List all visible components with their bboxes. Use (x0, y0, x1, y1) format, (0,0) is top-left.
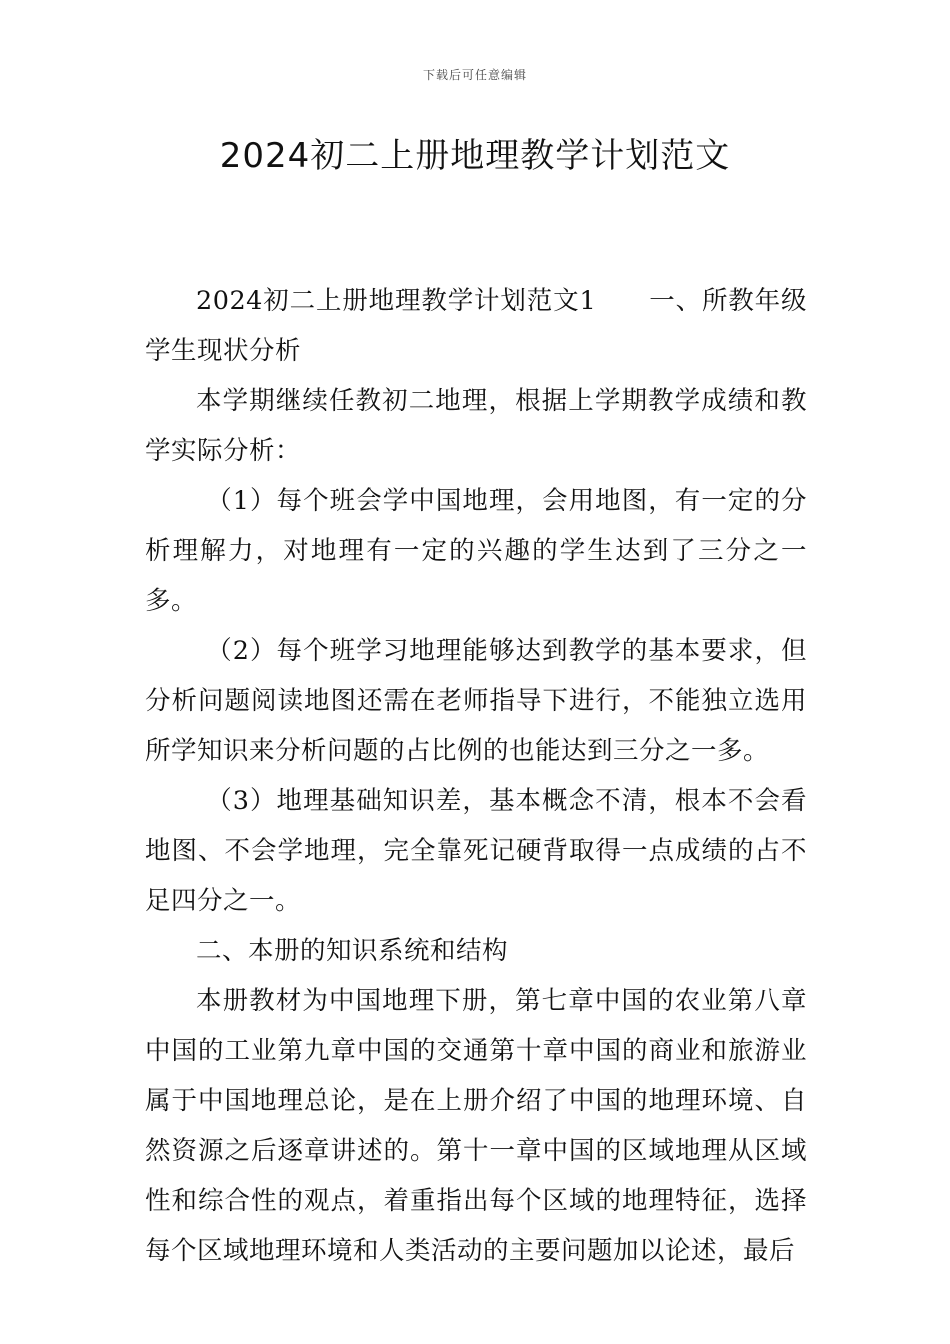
section-heading-2: 二、本册的知识系统和结构 (196, 936, 509, 966)
paragraph-item-1: （1）每个班会学中国地理，会用地图，有一定的分析理解力，对地理有一定的兴趣的学生达到了三分之一多。 (145, 486, 807, 616)
header-note: 下载后可任意编辑 (422, 68, 527, 82)
document-body (145, 276, 807, 1276)
paragraph-item-3: （3）地理基础知识差，基本概念不清，根本不会看地图、不会学地理，完全靠死记硬背取得一点成绩的占不足四分之一。 (145, 786, 807, 916)
paragraph-item-2: （2）每个班学习地理能够达到教学的基本要求，但分析问题阅读地图还需在老师指导下进行，不能独立选用所学知识来分析问题的占比例的也能达到三分之一多。 (145, 636, 807, 766)
paragraph-intro: 2024初二上册地理教学计划范文1 一、所教年级学生现状分析 (145, 286, 807, 366)
document-title: 2024初二上册地理教学计划范文 (219, 136, 731, 176)
paragraph-textbook: 本册教材为中国地理下册，第七章中国的农业第八章中国的工业第九章中国的交通第十章中国的商业和旅游业属于中国地理总论，是在上册介绍了中国的地理环境、自然资源之后逐章讲述的。第十一章中国的区域地理从区域性和综合性的观点，着重指出每个区域的地理特征，选择每个区域地理环境和人类活动的主要问题加以论述，最后 (145, 986, 807, 1266)
paragraph-analysis: 本学期继续任教初二地理，根据上学期教学成绩和教学实际分析： (145, 386, 807, 466)
